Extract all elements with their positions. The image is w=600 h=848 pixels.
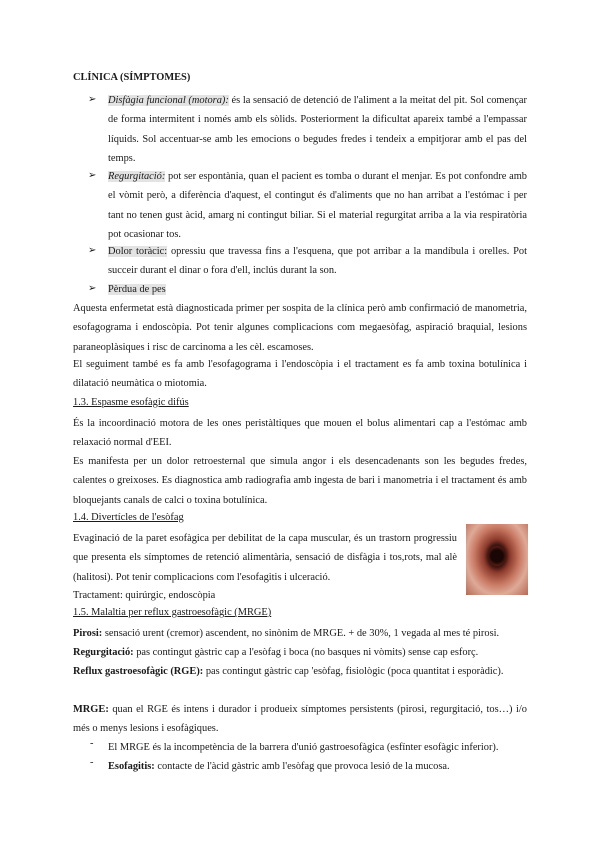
term-text: pas contingut gàstric cap 'esòfag, fisiològic (poca quantitat i esporàdic). [203,666,504,677]
section-title-1-3: 1.3. Espasme esofàgic difús [73,397,189,408]
symptom-label: Dolor toràcic: [108,246,168,257]
symptom-text: és la sensació de detenció de l'aliment a la meitat del pit. Sol començar de forma intermitent i només amb els sòlids. Posteriorment la dificultat apareix també a l'empassar líquids. Sol accentuar-se amb les emocions o begudes fredes i tendeix a empitjorar amb el pas del temps. [108,95,528,165]
paragraph-diagnosis: Aquesta enfermetat està diagnosticada primer per sospita de la clínica però amb confirmació de manometria, esofagograma i endoscòpia. Pot tenir algunes complicacions com megaesòfag, aspiració braquial, lesions paraneoplàsiques i risc de carcinoma a les cèl. escamoses. [73,303,527,353]
paragraph-tractament: Tractament: quirúrgic, endoscòpia [73,590,216,601]
dash-bullet: - [90,738,94,749]
list-item-mrge: El MRGE és la incompetència de la barrera d'unió gastroesofàgica (esfínter esofàgic inferior). [108,742,499,753]
list-item-esofagitis [108,757,527,776]
arrow-bullet-icon: ➢ [88,170,97,181]
esophageal-lumen [488,546,506,566]
dash-bullet: - [90,757,94,768]
symptom-label: Disfàgia funcional (motora): [108,95,229,106]
section-title-1-5: 1.5. Malaltia per reflux gastroesofàgic (MRGE) [73,607,272,618]
symptom-disfagia [108,91,527,169]
symptom-label: Pèrdua de pes [108,284,166,295]
term-label: Regurgitació: [73,647,134,658]
arrow-bullet-icon: ➢ [88,283,97,294]
definition-regurgitacio [73,643,527,662]
term-text: contacte de l'àcid gàstric amb l'esòfag que provoca lesió de la mucosa. [154,761,450,772]
term-text: pas contingut gàstric cap a l'esòfag i boca (no basques ni vòmits) sense cap esforç. [133,647,479,658]
definition-mrge [73,700,527,739]
arrow-bullet-icon: ➢ [88,94,97,105]
section-heading-clinica: CLÍNICA (SÍMPTOMES) [73,72,191,83]
symptom-dolor-toracic [108,242,527,281]
arrow-bullet-icon: ➢ [88,245,97,256]
term-text: quan el RGE és intens i durador i produeix símptomes persistents (pirosi, regurgitació, tos…) i/o més o menys lesions i esofàgiques. [73,704,527,735]
term-text: sensació urent (cremor) ascendent, no sinònim de MRGE. + de 30%, 1 vegada al mes té pirosi. [102,628,500,639]
symptom-regurgitacio [108,167,527,245]
paragraph-followup: El seguiment també es fa amb l'esofagograma i l'endoscòpia i el tractament es fa amb toxina botulínica i dilatació neumàtica o miotomia. [73,359,527,390]
section-title-1-4: 1.4. Divertícles de l'esòfag [73,512,184,523]
term-label: Esofagitis: [108,761,155,772]
term-label: MRGE: [73,704,109,715]
endoscopy-image [466,524,528,595]
term-label: Pirosi: [73,628,103,639]
definition-rge [73,662,527,681]
term-label: Reflux gastroesofàgic (RGE): [73,666,204,677]
symptom-text: opressiu que travessa fins a l'esquena, que pot arribar a la mandíbula i orelles. Pot succeir durant el dinar o fora d'ell, inclús durant la son. [108,246,527,277]
paragraph-espasme-clinic: Es manifesta per un dolor retroesternal que simula angor i els desencadenants son les begudes fredes, calentes o greixoses. Es diagnostica amb radiografia amb ingesta de bari i manometria i el tractament és amb bloquejants canals de calci o toxina botulínica. [73,456,527,506]
paragraph-espasme-def: És la incoordinació motora de les ones peristàltiques que mouen el bolus alimentari cap a l'estómac amb relaxació normal d'EEI. [73,418,527,449]
symptom-perdua-pes [108,280,527,299]
symptom-label: Regurgitació: [108,171,166,182]
paragraph-diverticles: Evaginació de la paret esofàgica per debilitat de la capa muscular, és un trastorn progressiu que presenta els símptomes de retenció alimentària, sensació de disfàgia i tos,rots, mal alè (halitosi). Pot tenir complicacions com l'esofagitis i ulceració. [73,533,457,583]
symptom-text: pot ser espontània, quan el pacient es tomba o durant el menjar. Es pot confondre amb el vòmit però, a diferència d'aquest, el contingut és d'aliments que no han arribat a l'estómac i per tant no tenen gust àcid, amarg ni contingut biliar. Si el material regurgitat arriba a la via respiratòria pot ocasionar tos. [108,171,527,241]
definition-pirosi [73,624,527,643]
